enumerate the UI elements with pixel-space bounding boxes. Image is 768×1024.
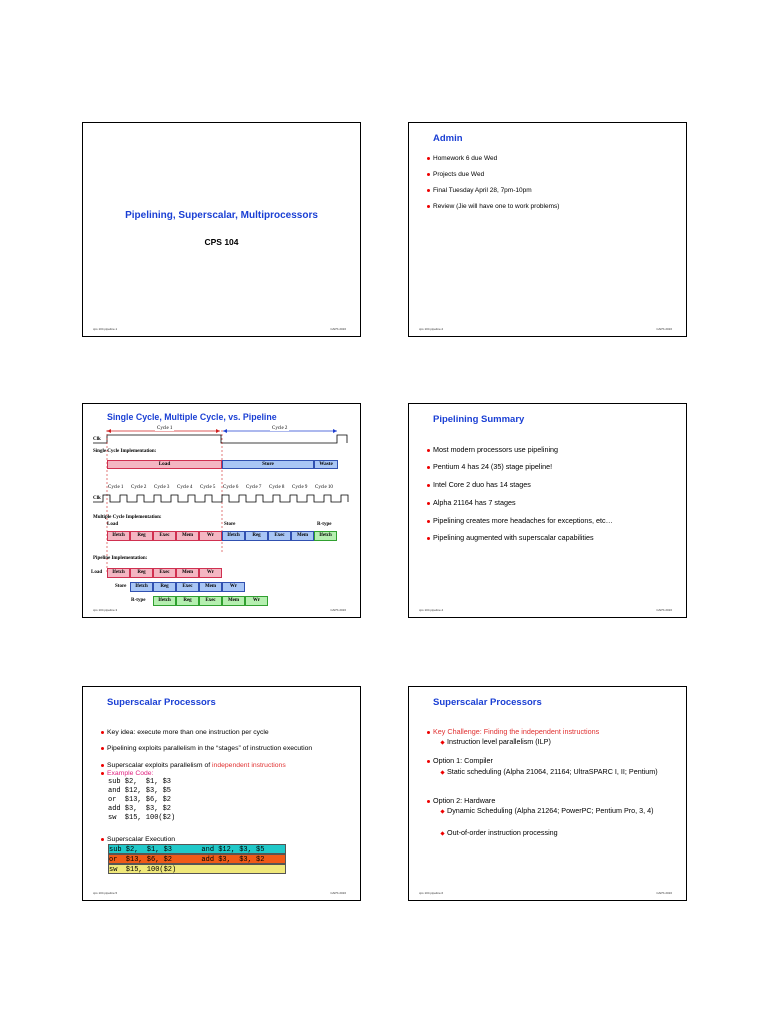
bullet: Superscalar exploits parallelism of independent instructions [101, 761, 286, 770]
multi-load-stage: Wr [199, 531, 222, 541]
slide-footer-right: CAPS 2016 [330, 327, 346, 331]
single-load-bar: Load [107, 460, 222, 469]
multi-store-stage: Exec [268, 531, 291, 541]
cycle-label: Cycle 2 [131, 485, 147, 490]
slide-footer-right: CAPS 2016 [656, 327, 672, 331]
pipe-load-stage: Reg [130, 568, 153, 578]
bullet: Key Challenge: Finding the independent instructions [427, 727, 599, 736]
bullet-dot-icon [427, 520, 430, 523]
bullet-dot-icon [427, 466, 430, 469]
multi-load-stage: Exec [153, 531, 176, 541]
clock-label: Clk [93, 437, 101, 442]
highlight-text: independent instructions [212, 762, 286, 769]
multi-load-stage: Reg [130, 531, 153, 541]
cycle-1-label: Cycle 1 [157, 426, 173, 431]
sub-bullet: Out-of-order instruction processing [441, 828, 558, 837]
bullet-dot-icon [427, 484, 430, 487]
slide-footer-left: cps 104 pipeline.2 [419, 327, 444, 331]
slide-3 [82, 403, 361, 618]
bullet: Option 2: Hardware [427, 796, 495, 805]
bullet-dot-icon [427, 760, 430, 763]
slide-footer-left: cps 104 pipeline.5 [93, 891, 118, 895]
diamond-bullet-icon [440, 740, 444, 744]
pipe-rtype-stage: Exec [199, 596, 222, 606]
pipe-rtype-stage: Wr [245, 596, 268, 606]
bullet-dot-icon [427, 157, 430, 160]
diamond-bullet-icon [440, 809, 444, 813]
pipe-store-stage: Wr [222, 582, 245, 592]
pipe-rtype-stage: Reg [176, 596, 199, 606]
bullet: Key idea: execute more than one instruction per cycle [101, 728, 269, 737]
bullet-dot-icon [427, 800, 430, 803]
cycle-label: Cycle 8 [269, 485, 285, 490]
clock-label: Clk [93, 496, 101, 501]
bullet-dot-icon [427, 189, 430, 192]
exec-row: sw $15, 100($2) [108, 864, 286, 874]
bullet-dot-icon [101, 764, 104, 767]
bullet-dot-icon [427, 731, 430, 734]
pipe-load-stage: Wr [199, 568, 222, 578]
slide-title: Single Cycle, Multiple Cycle, vs. Pipeline [107, 412, 277, 422]
cycle-label: Cycle 3 [154, 485, 170, 490]
single-waste-bar: Waste [314, 460, 338, 469]
slide-footer-right: CAPS 2016 [330, 891, 346, 895]
pipeline-label: Pipeline Implementation: [93, 556, 148, 561]
bullet: Pentium 4 has 24 (35) stage pipeline! [427, 462, 552, 471]
diamond-bullet-icon [440, 831, 444, 835]
bullet-dot-icon [427, 537, 430, 540]
bullet: Alpha 21164 has 7 stages [427, 498, 516, 507]
cycle-label: Cycle 10 [315, 485, 333, 490]
multi-rtype-stage: Ifetch [314, 531, 337, 541]
slide-footer-left: cps 104 pipeline.3 [93, 608, 118, 612]
code-line: sw $15, 100($2) [108, 814, 176, 822]
bullet-dot-icon [101, 772, 104, 775]
slide-subtitle: CPS 104 [204, 237, 239, 247]
bullet-dot-icon [101, 838, 104, 841]
bullet: Pipelining creates more headaches for exceptions, etc… [427, 516, 613, 525]
pipe-load-stage: Exec [153, 568, 176, 578]
cycle-label: Cycle 7 [246, 485, 262, 490]
cycle-label: Cycle 5 [200, 485, 216, 490]
cycle-label: Cycle 9 [292, 485, 308, 490]
slide-6 [408, 686, 687, 901]
pipe-rtype-stage: Ifetch [153, 596, 176, 606]
multi-store-stage: Reg [245, 531, 268, 541]
diamond-bullet-icon [440, 770, 444, 774]
pipe-store-stage: Reg [153, 582, 176, 592]
example-label: Example Code: [101, 769, 153, 778]
bullet: Final Tuesday April 28, 7pm-10pm [427, 186, 532, 195]
sub-bullet: Static scheduling (Alpha 21064, 21164; UltraSPARC I, II; Pentium) [441, 767, 681, 776]
slide-title: Pipelining, Superscalar, Multiprocessors [125, 210, 318, 221]
code-line: add $3, $3, $2 [108, 805, 172, 813]
multi-load-label: Load [107, 522, 119, 527]
sub-bullet: Dynamic Scheduling (Alpha 21264; PowerPC; Pentium Pro, 3, 4) [441, 806, 681, 815]
pipe-store-label: Store [115, 584, 127, 589]
slide-5 [82, 686, 361, 901]
bullet: Projects due Wed [427, 170, 484, 179]
bullet: Pipelining augmented with superscalar capabilities [427, 533, 594, 542]
multi-load-stage: Mem [176, 531, 199, 541]
bullet: Pipelining exploits parallelism in the “stages” of instruction execution [101, 744, 312, 753]
slide-footer-left: cps 104 pipeline.1 [93, 327, 118, 331]
pipe-load-stage: Ifetch [107, 568, 130, 578]
bullet-dot-icon [101, 747, 104, 750]
pipe-store-stage: Mem [199, 582, 222, 592]
slide-footer-right: CAPS 2016 [656, 891, 672, 895]
cycle-label: Cycle 1 [108, 485, 124, 490]
code-line: and $12, $3, $5 [108, 787, 172, 795]
slide-1 [82, 122, 361, 337]
sub-bullet: Instruction level parallelism (ILP) [441, 737, 551, 746]
pipe-store-stage: Exec [176, 582, 199, 592]
slide-footer-left: cps 104 pipeline.6 [419, 891, 444, 895]
single-store-bar: Store [222, 460, 314, 469]
bullet: Most modern processors use pipelining [427, 445, 558, 454]
multi-store-label: Store [224, 522, 236, 527]
slide-footer-left: cps 104 pipeline.4 [419, 608, 444, 612]
pipe-rtype-label: R-type [131, 598, 146, 603]
exec-row: or $13, $6, $2 add $3, $3, $2 [108, 854, 286, 864]
multi-cycle-label: Multiple Cycle Implementation: [93, 515, 162, 520]
code-line: or $13, $6, $2 [108, 796, 172, 804]
bullet: Option 1: Compiler [427, 756, 493, 765]
bullet: Superscalar Execution [101, 835, 175, 844]
multi-store-stage: Ifetch [222, 531, 245, 541]
cycle-label: Cycle 4 [177, 485, 193, 490]
cycle-2-label: Cycle 2 [272, 426, 288, 431]
pipe-store-stage: Ifetch [130, 582, 153, 592]
bullet-dot-icon [427, 449, 430, 452]
exec-row: sub $2, $1, $3 and $12, $3, $5 [108, 844, 286, 854]
multi-store-stage: Mem [291, 531, 314, 541]
bullet: Homework 6 due Wed [427, 154, 497, 163]
bullet: Intel Core 2 duo has 14 stages [427, 480, 531, 489]
multi-load-stage: Ifetch [107, 531, 130, 541]
code-line: sub $2, $1, $3 [108, 778, 172, 786]
bullet: Review (Jie will have one to work problems) [427, 202, 559, 211]
multi-rtype-label: R-type [317, 522, 332, 527]
slide-footer-right: CAPS 2016 [656, 608, 672, 612]
slide-title: Pipelining Summary [433, 414, 525, 425]
cycle-label: Cycle 6 [223, 485, 239, 490]
single-cycle-label: Single Cycle Implementation: [93, 449, 157, 454]
slide-2 [408, 122, 687, 337]
bullet-dot-icon [427, 173, 430, 176]
bullet-dot-icon [427, 502, 430, 505]
pipe-load-label: Load [91, 570, 103, 575]
slide-4 [408, 403, 687, 618]
pipe-load-stage: Mem [176, 568, 199, 578]
slide-title: Superscalar Processors [107, 697, 216, 708]
bullet-dot-icon [427, 205, 430, 208]
slide-footer-right: CAPS 2016 [330, 608, 346, 612]
pipe-rtype-stage: Mem [222, 596, 245, 606]
slide-title: Superscalar Processors [433, 697, 542, 708]
slide-title: Admin [433, 133, 463, 144]
bullet-dot-icon [101, 731, 104, 734]
